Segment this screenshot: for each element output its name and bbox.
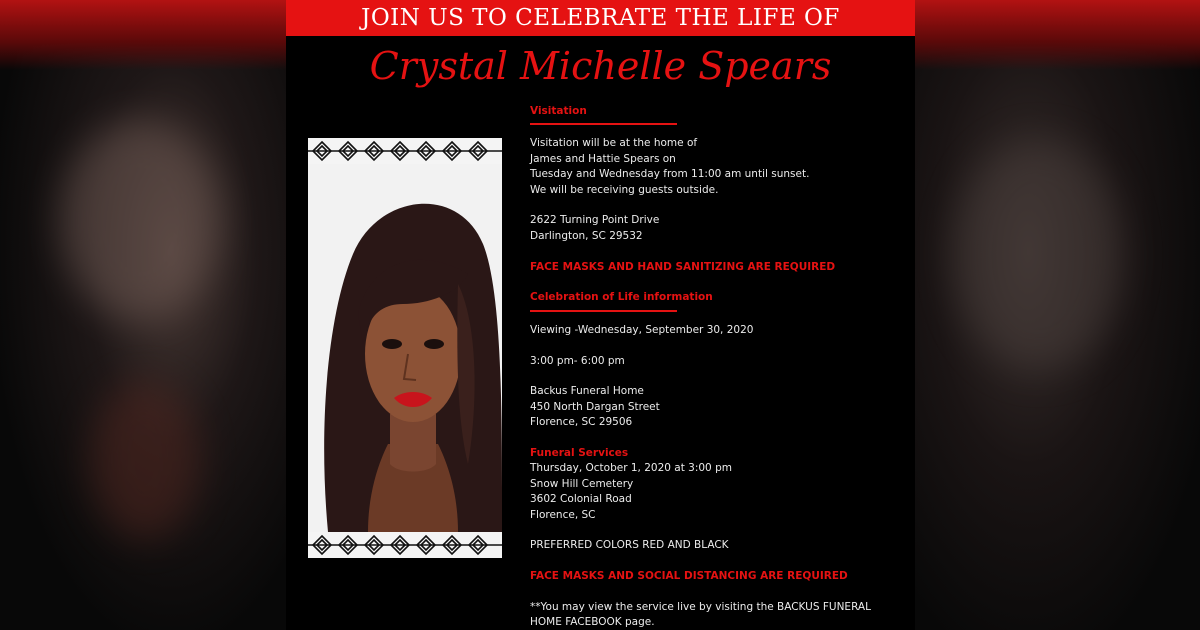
viewing-address-line: 450 North Dargan Street [530, 400, 660, 413]
visitation-warning: FACE MASKS AND HAND SANITIZING ARE REQUIRED [530, 260, 836, 273]
funeral-line: Florence, SC [530, 508, 596, 521]
preferred-colors-note: PREFERRED COLORS RED AND BLACK [530, 539, 729, 552]
blurred-shape-right [954, 140, 1124, 370]
celebration-divider [530, 310, 677, 312]
visitation-line: Visitation will be at the home of [530, 137, 698, 150]
viewing-address-line: Backus Funeral Home [530, 385, 644, 398]
celebration-heading: Celebration of Life information [530, 291, 713, 304]
blurred-background-left [0, 0, 286, 630]
visitation-line: Tuesday and Wednesday from 11:00 am until sunset. [530, 168, 810, 181]
visitation-divider [530, 123, 677, 125]
visitation-address-city: Darlington, SC 29532 [530, 229, 643, 242]
viewing-address-line: Florence, SC 29506 [530, 416, 633, 429]
visitation-heading: Visitation [530, 105, 587, 117]
livestream-note: **You may view the service live by visiting the BACKUS FUNERAL [530, 601, 871, 614]
blurred-shape-left [60, 120, 220, 320]
livestream-note: HOME FACEBOOK page. [530, 616, 655, 629]
woman-portrait-illustration [308, 164, 502, 532]
funeral-line: 3602 Colonial Road [530, 493, 632, 506]
blurred-red-band-right [914, 0, 1200, 70]
diamond-pattern-top [308, 138, 502, 164]
funeral-line: Snow Hill Cemetery [530, 477, 634, 490]
banner-title: JOIN US TO CELEBRATE THE LIFE OF [286, 0, 915, 36]
blurred-shape-left-lower [90, 380, 200, 540]
social-distancing-warning: FACE MASKS AND SOCIAL DISTANCING ARE REQUIRED [530, 570, 848, 583]
portrait-photo [308, 138, 502, 558]
event-details [530, 104, 910, 630]
diamond-pattern-bottom [308, 532, 502, 558]
funeral-heading: Funeral Services [530, 447, 629, 460]
visitation-address-street: 2622 Turning Point Drive [530, 214, 660, 227]
memorial-poster [286, 0, 915, 630]
blurred-background-right [914, 0, 1200, 630]
visitation-line: James and Hattie Spears on [530, 152, 676, 165]
blurred-red-band-left [0, 0, 286, 70]
viewing-time: 3:00 pm- 6:00 pm [530, 354, 625, 367]
visitation-line: We will be receiving guests outside. [530, 183, 719, 196]
honoree-name: Crystal Michelle Spears [369, 44, 832, 88]
funeral-line: Thursday, October 1, 2020 at 3:00 pm [530, 462, 732, 475]
viewing-date: Viewing -Wednesday, September 30, 2020 [530, 323, 754, 336]
